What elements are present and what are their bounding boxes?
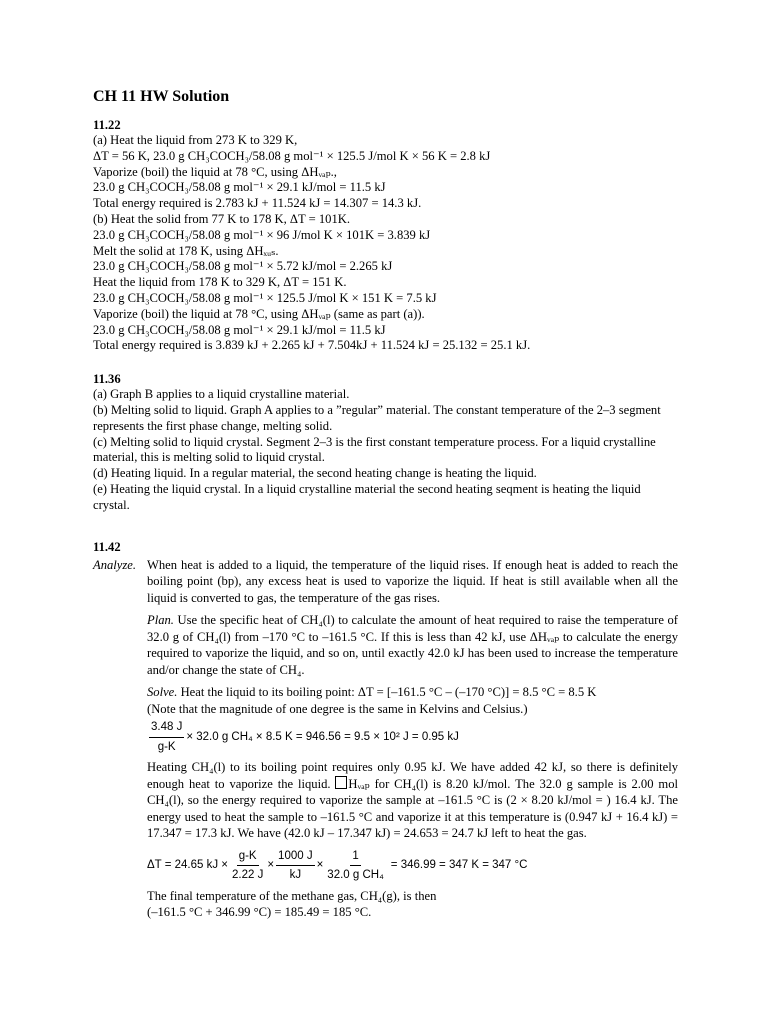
missing-delta-glyph-box	[335, 776, 347, 789]
text-line: (d) Heating liquid. In a regular material, the second heating change is heating the liquid.	[93, 466, 537, 481]
solve-note: (Note that the magnitude of one degree is the same in Kelvins and Celsius.)	[147, 701, 528, 716]
document-title: CH 11 HW Solution	[93, 88, 230, 105]
fraction-numerator: 1000 J	[276, 848, 315, 867]
heating-text-b: Hᵥₐₚ for CH₄(l) is 8.20 kJ/mol. The 32.0 g sample is 2.00 mol CH₄(l), so the energy required to vaporize the sample at –161.5 °C is (2 × 8.20 kJ/mol = ) 16.4 kJ. The energy used to heat the sample to –161.5 °C and vaporize it at this temperature is (0.947 kJ + 16.4 kJ) = 17.347 = 17.3 kJ. We have (42.0 kJ – 17.347 kJ) = 24.653 = 24.7 kJ left to heat the gas.	[147, 776, 678, 841]
plan-label: Plan.	[147, 613, 174, 628]
fraction	[149, 719, 184, 755]
solve-label: Solve.	[147, 685, 178, 700]
fraction	[276, 848, 315, 884]
text-line: (c) Melting solid to liquid crystal. Segment 2–3 is the first constant temperature process. For a liquid crystalline material, this is melting solid to liquid crystal.	[93, 434, 656, 465]
heating-paragraph	[93, 759, 678, 921]
times-sign: ×	[316, 859, 324, 872]
text-line: Heat the liquid from 178 K to 329 K, ΔT = 151 K.	[93, 275, 347, 290]
fraction-numerator: g-K	[237, 848, 259, 867]
analyze-text: When heat is added to a liquid, the temperature of the liquid rises. If enough heat is added to reach the boiling point (bp), any excess heat is used to vaporize the liquid. If heat is still available when all the liquid is converted to gas, the temperature of the gas rises.	[147, 557, 678, 605]
fraction-denominator: g-K	[157, 740, 176, 753]
section-11-42	[93, 540, 678, 921]
section-number: 11.42	[93, 539, 121, 554]
equation-lead: ΔT = 24.65 kJ ×	[147, 859, 228, 872]
text-line: (b) Melting solid to liquid. Graph A applies to a ”regular” material. The constant temperature of the 2–3 segment represents the first phase change, melting solid.	[93, 402, 661, 433]
final-text-a: The final temperature of the methane gas, CH₄(g), is then	[147, 888, 437, 903]
solve-paragraph	[93, 684, 678, 755]
text-line: (a) Heat the liquid from 273 K to 329 K,	[93, 133, 298, 147]
text-line: (a) Graph B applies to a liquid crystalline material.	[93, 387, 350, 402]
fraction-numerator: 3.48 J	[149, 719, 184, 738]
text-line: (b) Heat the solid from 77 K to 178 K, ΔT = 101K.	[93, 211, 351, 226]
section-number: 11.22	[93, 118, 121, 132]
text-line: Total energy required is 3.839 kJ + 2.265 kJ + 7.504kJ + 11.524 kJ = 25.132 = 25.1 kJ.	[93, 338, 531, 353]
equation-delta-t	[147, 848, 678, 884]
text-line: (e) Heating the liquid crystal. In a liquid crystalline material the second heating seqment is heating the liquid crystal.	[93, 481, 641, 512]
fraction-denominator: 32.0 g CH₄	[327, 869, 384, 882]
analyze-label: Analyze.	[93, 557, 137, 572]
text-line: 23.0 g CH₃COCH₃/58.08 g mol⁻¹ × 29.1 kJ/mol = 11.5 kJ	[93, 322, 386, 337]
fraction	[325, 848, 385, 884]
section-body	[93, 387, 678, 513]
times-sign: ×	[267, 859, 275, 872]
section-11-22	[93, 118, 678, 354]
fraction-numerator: 1	[350, 848, 360, 867]
fraction-denominator: kJ	[289, 869, 302, 882]
text-line: 23.0 g CH₃COCH₃/58.08 g mol⁻¹ × 96 J/mol K × 101K = 3.839 kJ	[93, 227, 431, 242]
final-text-b: (–161.5 °C + 346.99 °C) = 185.49 = 185 °C.	[147, 905, 372, 920]
heating-text-a: Heating CH₄(l) to its boiling point requires only 0.95 kJ. We have added 42 kJ, so there is definitely enough heat to vaporize the liquid.	[147, 760, 678, 791]
text-line: 23.0 g CH₃COCH₃/58.08 g mol⁻¹ × 29.1 kJ/mol = 11.5 kJ	[93, 180, 386, 195]
section-number: 11.36	[93, 372, 121, 387]
solve-text: Heat the liquid to its boiling point: ΔT = [–161.5 °C – (–170 °C)] = 8.5 °C = 8.5 K	[180, 685, 597, 700]
document-page	[93, 88, 678, 921]
fraction	[230, 848, 265, 884]
text-line: Melt the solid at 178 K, using ΔHₓᵤₛ.	[93, 243, 279, 258]
text-line: 23.0 g CH₃COCH₃/58.08 g mol⁻¹ × 125.5 J/mol K × 151 K = 7.5 kJ	[93, 290, 437, 305]
text-line: ΔT = 56 K, 23.0 g CH₃COCH₃/58.08 g mol⁻¹ × 125.5 J/mol K × 56 K = 2.8 kJ	[93, 148, 491, 163]
text-line: Vaporize (boil) the liquid at 78 °C, using ΔHᵥₐₚ.,	[93, 164, 337, 179]
text-line: 23.0 g CH₃COCH₃/58.08 g mol⁻¹ × 5.72 kJ/mol = 2.265 kJ	[93, 259, 393, 274]
equation-rest: × 32.0 g CH₄ × 8.5 K = 946.56 = 9.5 × 10² J = 0.95 kJ	[186, 730, 459, 743]
equation-heat-liquid	[147, 719, 678, 755]
text-line: Total energy required is 2.783 kJ + 11.524 kJ = 14.307 = 14.3 kJ.	[93, 196, 422, 211]
analyze-paragraph	[93, 557, 678, 607]
section-body	[93, 133, 678, 354]
section-11-36	[93, 372, 678, 513]
text-line: Vaporize (boil) the liquid at 78 °C, using ΔHᵥₐₚ (same as part (a)).	[93, 306, 425, 321]
plan-text: Use the specific heat of CH₄(l) to calculate the amount of heat required to raise the temperature of 32.0 g of CH₄(l) from –170 °C to –161.5 °C. If this is less than 42 kJ, use ΔHᵥₐₚ to calculate the energy required to vaporize the liquid, and so on, until exactly 42.0 kJ has been used to increase the temperature and/or change the state of CH₄.	[147, 613, 678, 677]
equation-rest: = 346.99 = 347 K = 347 °C	[390, 859, 528, 872]
plan-paragraph	[93, 612, 678, 678]
fraction-denominator: 2.22 J	[232, 869, 264, 882]
